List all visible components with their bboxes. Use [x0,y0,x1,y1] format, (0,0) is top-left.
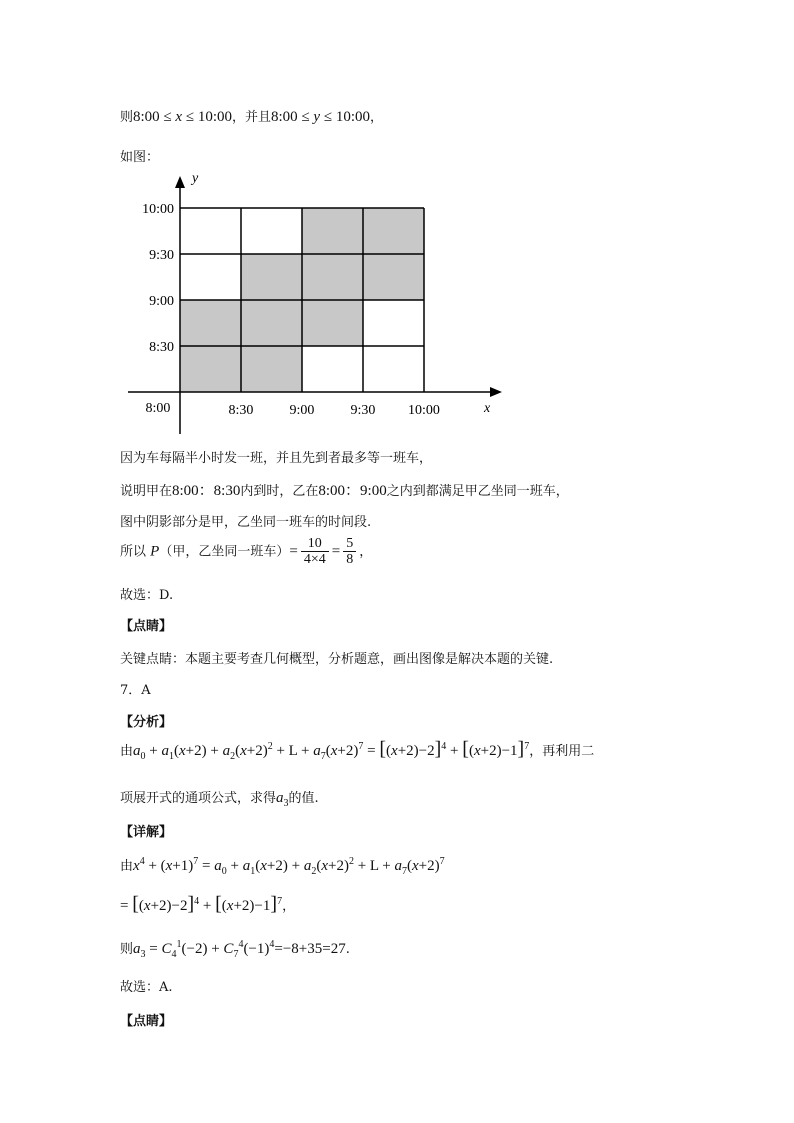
le-symbol: ≤ [185,109,195,125]
intro-line [120,106,383,126]
review-heading: 【点睛】 [120,619,173,634]
analysis-line2-end: 的值. [288,791,319,806]
x-tick-label: 9:30 [350,403,376,418]
le-symbol: ≤ [163,109,172,125]
x-start: 8:00 [133,109,160,125]
probability-line [120,536,372,568]
prob-prefix: 所以 [120,544,147,560]
y-axis-arrow [175,176,185,188]
frac2-den: 8 [343,551,356,567]
le-symbol: ≤ [301,109,310,125]
shaded-cell-0 [180,346,241,392]
x-tick-label: 9:00 [289,403,315,418]
y-tick-label: 10:00 [142,202,174,217]
prob-event: （甲，乙坐同一班车） [159,544,290,560]
detail-expression-1: $x^4 + (x+1)^7 = a_0 + a_1(x+2) + a_2(x+2)^2 + L + a_7(x+2)^7$ [133,856,445,877]
le-symbol: ≤ [323,109,333,125]
exp2-b: 内到时，乙在 [240,484,319,499]
result-expression: $a_3 = C_4^1(-2) + C_7^4(-1)^4$ [133,939,275,960]
shaded-cell-7 [363,254,424,300]
period: . [345,942,350,957]
frac1-den: 4×4 [301,551,329,567]
analysis-heading: 【分析】 [120,715,173,730]
shaded-cell-6 [302,254,363,300]
x-end: 10:00 [197,109,232,125]
frac1-num: 10 [307,536,322,551]
fraction-1 [301,536,329,568]
y-var: y [313,109,321,125]
then-prefix: 则 [120,942,134,957]
time-grid-chart [0,160,794,445]
y-axis-label: y [192,171,199,186]
intro-end: ， [370,110,384,125]
y-end: 10:00 [335,109,370,125]
detail-result [120,938,350,960]
analysis-expression: $a_0 + a_1(x+2) + a_2(x+2)^2 + L + a_7(x+2)^7 = [(x+2)-2]^4 + [(x+2)-1]^7$ [133,738,530,762]
exp2-c: 之内到都满足甲乙坐同一班车， [386,484,569,499]
x-tick-label: 8:30 [228,403,254,418]
analysis-formula [120,738,594,762]
q7-answer: 故选：A. [120,980,173,995]
analysis-line-2 [120,787,319,809]
detail-formula-2 [120,893,295,916]
figure-label: 如图： [120,150,160,165]
x-tick-label: 10:00 [408,403,440,418]
result-value: =−8+35=27 [274,941,346,957]
shaded-cell-2 [180,300,241,346]
frac2-num: 5 [346,536,354,551]
x-axis-label: x [484,401,491,416]
a3-symbol: $a_3$ [276,790,289,809]
intro-connector: ，并且 [232,110,272,125]
comma: ， [282,899,296,914]
analysis-line2-text: 项展开式的通项公式，求得 [120,791,277,806]
x-axis-arrow [490,387,502,397]
analysis-prefix: 由 [120,744,134,759]
y-tick-label: 8:30 [149,340,174,355]
detail-expression-2: = $[(x+2)-2]^4 + [(x+2)-1]^7$ [120,893,283,915]
shaded-cell-1 [241,346,302,392]
prob-p: P [150,543,160,560]
y-start: 8:00 [271,109,298,125]
eq-sign: = [331,543,341,560]
review-text: 关键点睛：本题主要考查几何概型，分析题意，画出图像是解决本题的关键. [120,652,554,667]
shaded-cell-4 [302,300,363,346]
x-var: x [175,109,183,125]
analysis-suffix: ，再利用二 [529,744,595,759]
fraction-2 [343,536,356,568]
y-tick-label: 9:30 [149,248,174,263]
y-tick-label: 9:00 [149,294,174,309]
explanation-line-1: 因为车每隔半小时发一班，并且先到者最多等一班车， [120,451,433,466]
detail-heading: 【详解】 [120,825,173,840]
detail-prefix: 由 [120,859,134,874]
shaded-cell-8 [302,208,363,254]
shaded-cell-9 [363,208,424,254]
shaded-cell-5 [241,254,302,300]
explanation-line-2 [120,479,569,500]
prob-end: ， [359,544,373,560]
explanation-line-3: 图中阴影部分是甲，乙坐同一班车的时间段. [120,515,372,530]
detail-formula-1 [120,855,445,877]
intro-prefix: 则 [120,110,134,125]
shaded-cell-3 [241,300,302,346]
q7-review-heading: 【点睛】 [120,1014,173,1029]
exp2-a: 说明甲在 [120,484,173,499]
exp2-time1: 8:00：8:30 [172,483,241,499]
exp2-time2: 8:00：9:00 [318,483,387,499]
question-number: 7．A [120,683,151,698]
eq-sign: = [289,543,298,560]
origin-label: 8:00 [145,401,171,416]
answer-line: 故选：D. [120,588,174,603]
